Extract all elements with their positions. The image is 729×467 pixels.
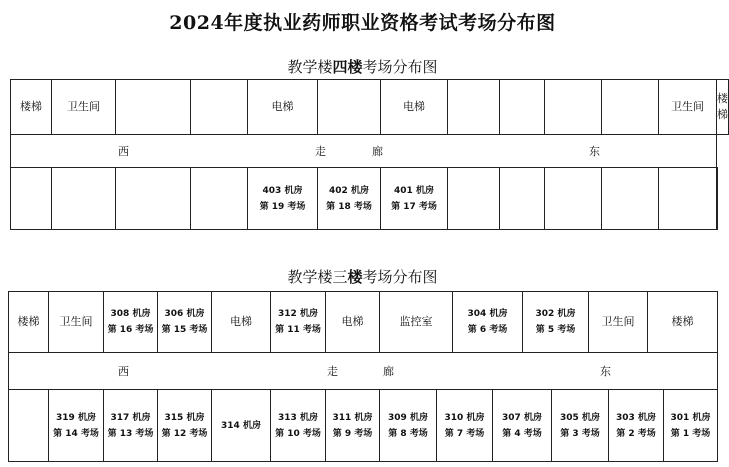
cell-label: 电梯 — [271, 100, 294, 113]
floor4-bottom-cell — [544, 167, 602, 230]
cell-label: 电梯 — [403, 100, 425, 113]
room-number: 312 机房 — [278, 309, 318, 319]
cell-label: 卫生间 — [671, 100, 704, 113]
floor3-bottom-cell — [211, 389, 271, 462]
floor4-bottom-cell — [601, 167, 659, 230]
floor4-top-cell — [447, 79, 500, 135]
room-number: 306 机房 — [164, 309, 205, 319]
floor4-top-cell — [115, 79, 191, 135]
floor3-top-cell — [522, 291, 589, 353]
room-number: 303 机房 — [616, 412, 656, 423]
room-number: 302 机房 — [535, 309, 576, 319]
exam-site-number: 第 7 考场 — [444, 428, 485, 439]
floor3-bottom-cell — [8, 389, 49, 462]
floor4-title-post: 考场分布图 — [362, 58, 438, 76]
room-number: 301 机房 — [670, 412, 711, 423]
floor4-bottom-cell — [499, 167, 545, 230]
room-number: 403 机房 — [262, 185, 303, 196]
exam-site-number: 第 13 考场 — [107, 428, 154, 439]
exam-site-number: 第 14 考场 — [53, 428, 99, 439]
floor3-title — [0, 266, 725, 287]
floor4-top-cell — [716, 79, 729, 135]
cell-label: 卫生间 — [59, 315, 93, 328]
room-number: 315 机房 — [164, 412, 205, 423]
floor4-top-cell — [247, 79, 318, 135]
floor4-bottom-cell — [190, 167, 248, 230]
floor3-bottom-cell — [48, 389, 104, 462]
floor3-top-cell — [588, 291, 648, 353]
floor3-top-cell — [48, 291, 104, 353]
exam-site-number: 第 6 考场 — [467, 325, 508, 335]
room-number: 401 机房 — [394, 185, 434, 196]
cell-label: 楼梯 — [20, 100, 42, 113]
exam-site-number: 第 12 考场 — [161, 428, 208, 439]
floor3-bottom-cell — [103, 389, 158, 462]
floor3-title-bold: 楼 — [347, 268, 363, 286]
corridor-walk-label: 走 — [315, 145, 326, 158]
floor3-top-cell — [8, 291, 49, 353]
floor4-bottom-cell — [658, 167, 717, 230]
floor3-top-cell — [157, 291, 212, 353]
cell-label: 楼梯 — [671, 315, 694, 328]
corridor-west-label: 西 — [118, 145, 129, 158]
exam-site-number: 第 2 考场 — [616, 428, 656, 439]
exam-site-number: 第 10 考场 — [275, 428, 321, 439]
floor4-top-cell — [317, 79, 381, 135]
floor3-bottom-cell — [270, 389, 326, 462]
floor3-bottom-cell — [492, 389, 552, 462]
cell-label: 楼梯 — [717, 92, 728, 121]
floor4-bottom-cell — [115, 167, 191, 230]
floor3-bottom-cell — [663, 389, 718, 462]
corridor-walk-label: 廊 — [372, 145, 383, 158]
cell-label: 卫生间 — [601, 315, 635, 328]
corridor-walk-label: 廊 — [383, 365, 394, 378]
floor4-top-cell — [544, 79, 602, 135]
room-number: 314 机房 — [221, 420, 261, 431]
floor4-top-cell — [658, 79, 717, 135]
floor4-top-cell — [190, 79, 248, 135]
exam-site-number: 第 8 考场 — [388, 428, 428, 439]
floor4-bottom-cell — [51, 167, 116, 230]
floor3-top-cell — [325, 291, 380, 353]
floor4-title — [0, 56, 725, 77]
cell-label: 卫生间 — [67, 100, 100, 113]
room-number: 402 机房 — [329, 185, 369, 196]
exam-site-number: 第 19 考场 — [259, 201, 306, 212]
room-number: 319 机房 — [56, 412, 96, 423]
corridor — [8, 352, 718, 390]
room-number: 309 机房 — [388, 412, 428, 423]
floor3-top-cell — [647, 291, 718, 353]
floor3-top-cell — [379, 291, 453, 353]
floor4-bottom-cell — [447, 167, 500, 230]
room-number: 304 机房 — [467, 309, 508, 319]
cell-label: 电梯 — [230, 315, 252, 328]
corridor-west-label: 西 — [118, 365, 129, 378]
floor3-bottom-cell — [157, 389, 212, 462]
room-number: 311 机房 — [332, 412, 373, 423]
exam-site-number: 第 15 考场 — [161, 325, 208, 335]
corridor — [10, 134, 717, 168]
exam-site-number: 第 11 考场 — [275, 325, 321, 335]
floor3-bottom-cell — [379, 389, 437, 462]
floor4-bottom-cell — [10, 167, 52, 230]
room-number: 307 机房 — [502, 412, 542, 423]
cell-label: 监控室 — [399, 315, 433, 328]
room-number: 313 机房 — [278, 412, 318, 423]
corridor-walk-label: 走 — [327, 365, 338, 378]
exam-site-number: 第 16 考场 — [107, 325, 154, 335]
exam-site-number: 第 17 考场 — [391, 201, 437, 212]
exam-site-number: 第 4 考场 — [502, 428, 542, 439]
floor3-bottom-cell — [608, 389, 664, 462]
floor3-bottom-cell — [436, 389, 493, 462]
floor3-bottom-cell — [325, 389, 380, 462]
floor3-top-cell — [452, 291, 523, 353]
floor3-title-pre: 教学楼三 — [287, 268, 348, 286]
cell-label: 电梯 — [341, 315, 364, 328]
floor4-bottom-cell — [247, 167, 318, 230]
floor4-bottom-cell — [716, 167, 718, 230]
floor4-top-cell — [10, 79, 52, 135]
floor4-bottom-cell — [380, 167, 448, 230]
room-number: 317 机房 — [110, 412, 151, 423]
floor4-title-pre: 教学楼 — [287, 58, 333, 76]
exam-site-number: 第 9 考场 — [332, 428, 373, 439]
floor4-top-cell — [601, 79, 659, 135]
floor4-bottom-cell — [317, 167, 381, 230]
corridor-east-label: 东 — [600, 365, 611, 378]
corridor-east-label: 东 — [589, 145, 600, 158]
exam-site-number: 第 3 考场 — [560, 428, 600, 439]
exam-site-number: 第 18 考场 — [326, 201, 372, 212]
room-number: 308 机房 — [110, 309, 151, 319]
cell-label: 楼梯 — [17, 315, 40, 328]
floor4-top-cell — [51, 79, 116, 135]
page-title: 2024年度执业药师职业资格考试考场分布图 — [169, 12, 556, 34]
floor3-top-cell — [103, 291, 158, 353]
floor3-title-post: 考场分布图 — [362, 268, 438, 286]
floor3-top-cell — [211, 291, 271, 353]
floor3-top-cell — [270, 291, 326, 353]
exam-site-number: 第 5 考场 — [535, 325, 576, 335]
floor4-top-cell — [380, 79, 448, 135]
exam-site-number: 第 1 考场 — [670, 428, 711, 439]
room-number: 310 机房 — [444, 412, 485, 423]
room-number: 305 机房 — [560, 412, 600, 423]
floor4-title-bold: 四楼 — [332, 58, 363, 76]
floor4-top-cell — [499, 79, 545, 135]
floor3-bottom-cell — [551, 389, 609, 462]
